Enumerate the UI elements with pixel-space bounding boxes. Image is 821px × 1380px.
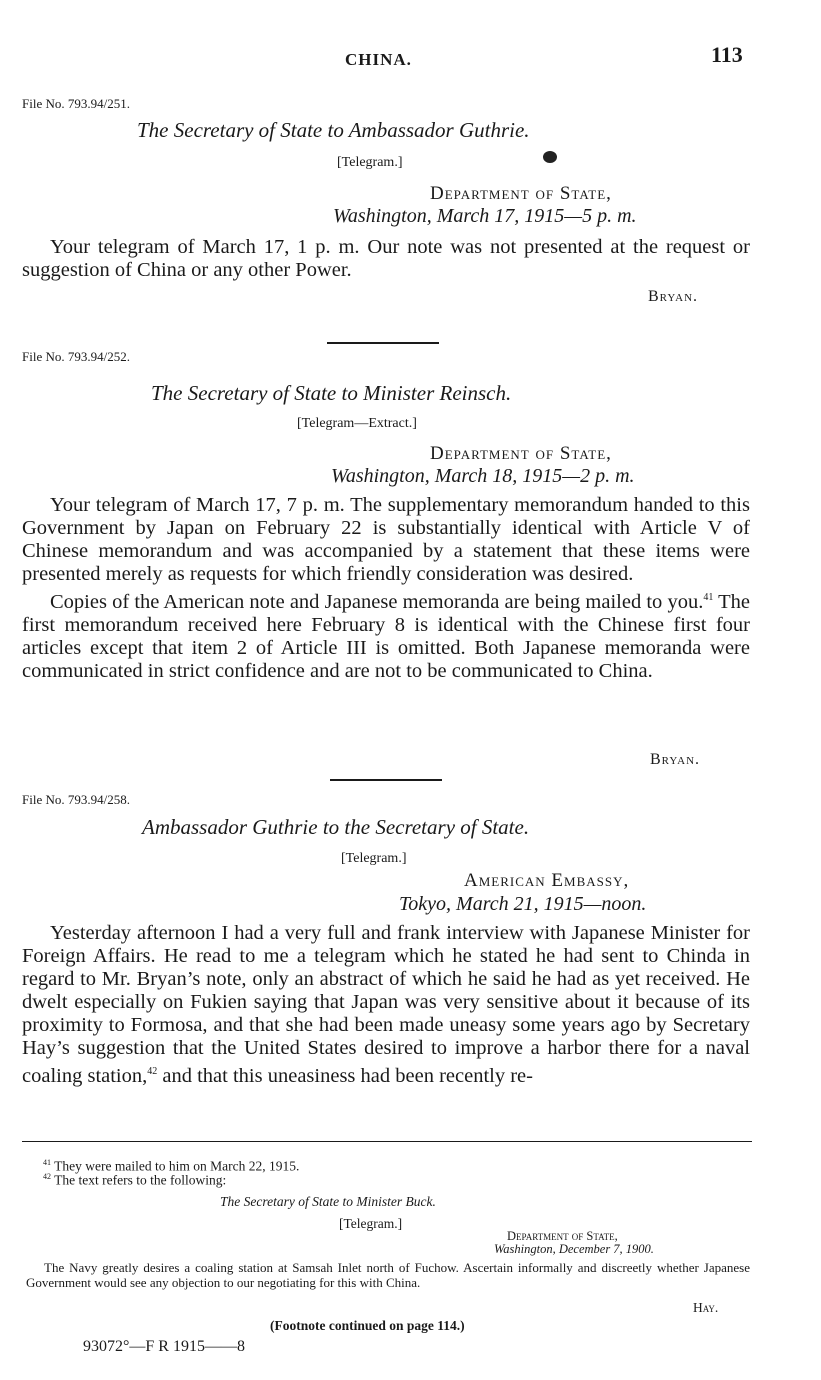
page-number: 113 <box>711 42 743 67</box>
footnote-42-mark: 42 <box>43 1172 51 1181</box>
doc2-paragraph-2-end: The first memorandum received here February 8 is identical with the Chinese first four articles except that item 2 of Article III is omitted. Both Japanese memoranda were communicated in strict confidence and are not to be communicated to China. <box>22 590 750 682</box>
doc2-dateline: Washington, March 18, 1915—2 p. m. <box>331 465 635 487</box>
printer-signature-mark: 93072°—F R 1915——8 <box>83 1338 245 1355</box>
footnote-41-text: They were mailed to him on March 22, 1915. <box>54 1158 300 1174</box>
doc1-sender: Department of State, <box>430 183 612 204</box>
footnote-inner-title: The Secretary of State to Minister Buck. <box>220 1194 436 1209</box>
footnote-inner-body: The Navy greatly desires a coaling station at Samsah Inlet north of Fuchow. Ascertain informally and discreetly whether Japanese Government would see any objection to our negotiating for this with China. <box>26 1260 750 1290</box>
doc2-paragraph-1: Your telegram of March 17, 7 p. m. The supplementary memorandum handed to this Government by Japan on February 22 is substantially identical with Article V of Chinese memorandum and was accompanied by a statement that these items were presented merely as requests for which friendly consideration was desired. <box>22 494 750 585</box>
doc1-telegram-label: [Telegram.] <box>337 155 403 170</box>
file-number-251: File No. 793.94/251. <box>22 96 130 111</box>
footnote-42-text: The text refers to the following: <box>54 1172 227 1188</box>
running-header-title: CHINA. <box>345 50 412 69</box>
doc3-title: Ambassador Guthrie to the Secretary of State. <box>142 815 530 839</box>
doc2-paragraph-2 <box>22 586 750 683</box>
doc2-paragraph-2-start: Copies of the American note and Japanese memoranda are being mailed to you. <box>50 590 704 613</box>
footnote-inner-dateline: Washington, December 7, 1900. <box>494 1242 654 1256</box>
doc3-body <box>22 922 750 1088</box>
doc1-body <box>22 236 750 282</box>
doc2-sender: Department of State, <box>430 443 612 464</box>
section-divider <box>327 342 439 344</box>
file-number-252: File No. 793.94/252. <box>22 349 130 364</box>
footnote-inner-sender: Department of State, <box>507 1229 618 1243</box>
doc3-dateline: Tokyo, March 21, 1915—noon. <box>399 893 647 915</box>
doc1-title: The Secretary of State to Ambassador Guthrie. <box>137 118 530 142</box>
footnote-ref-42: 42 <box>147 1066 158 1077</box>
doc3-paragraph-end: and that this uneasiness had been recently re- <box>157 1064 533 1087</box>
footnote-42 <box>43 1172 226 1189</box>
file-number-258: File No. 793.94/258. <box>22 792 130 807</box>
doc2-title: The Secretary of State to Minister Reinsch. <box>151 381 512 405</box>
doc3-paragraph <box>22 922 750 1088</box>
footnote-inner-telegram-label: [Telegram.] <box>339 1216 403 1231</box>
section-divider <box>330 779 442 781</box>
doc1-paragraph: Your telegram of March 17, 1 p. m. Our note was not presented at the request or suggestion of China or any other Power. <box>22 236 750 281</box>
doc1-dateline: Washington, March 17, 1915—5 p. m. <box>333 205 637 227</box>
doc2-telegram-label: [Telegram—Extract.] <box>297 416 417 431</box>
doc2-signature: Bryan. <box>650 751 701 768</box>
doc2-body <box>22 494 750 683</box>
footnote-separator <box>22 1141 752 1142</box>
footnote-ref-41: 41 <box>703 592 714 603</box>
doc3-telegram-label: [Telegram.] <box>341 851 407 866</box>
doc1-signature: Bryan. <box>648 288 699 305</box>
ink-blot-mark <box>543 151 557 163</box>
footnote-41-mark: 41 <box>43 1158 51 1167</box>
footnote-inner-signature: Hay. <box>693 1300 719 1315</box>
doc3-sender: American Embassy, <box>464 870 630 891</box>
doc3-paragraph-start: Yesterday afternoon I had a very full and frank interview with Japanese Minister for Foreign Affairs. He read to me a telegram which he stated he had sent to Chinda in regard to Mr. Bryan’s note, only an abstract of which he said he had as yet received. He dwelt especially on Fukien saying that Japan was very sensitive about it because of its proximity to Formosa, and that she had been made uneasy some years ago by Secretary Hay’s suggestion that the United States desired to improve a harbor there for a naval coaling station, <box>22 922 750 1087</box>
footnote-continued-note: (Footnote continued on page 114.) <box>270 1318 465 1333</box>
